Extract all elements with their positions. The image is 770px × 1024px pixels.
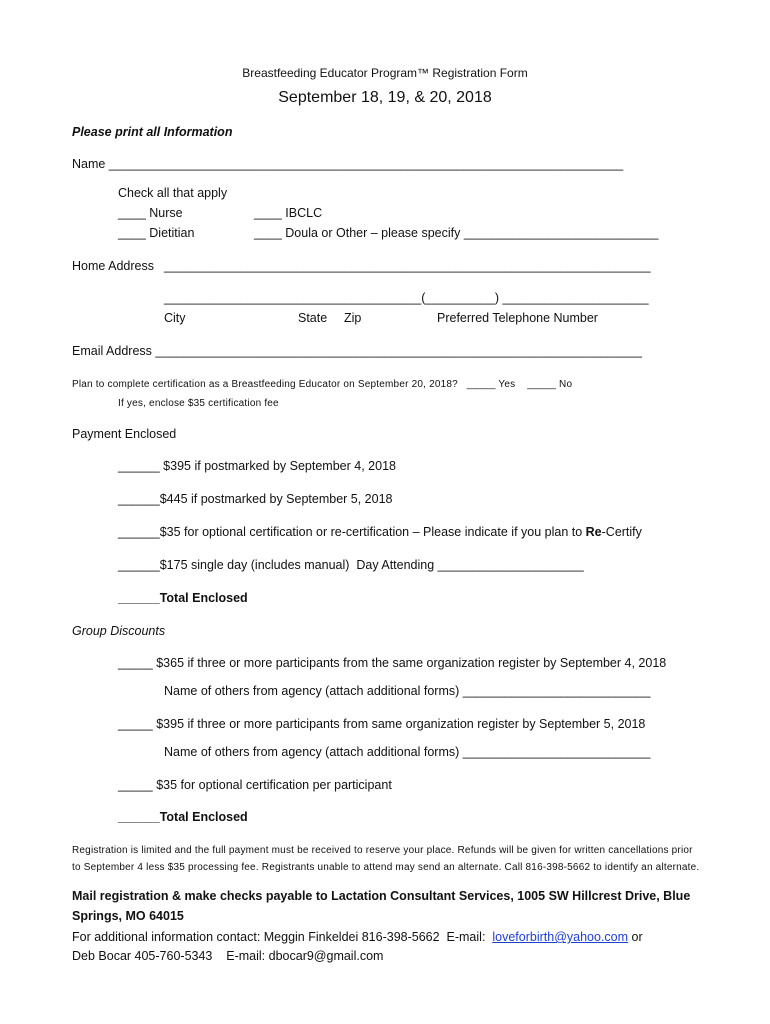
contact-line-1 <box>72 930 643 945</box>
payment-option-395[interactable]: ______ $395 if postmarked by September 4, 2018 <box>118 459 396 473</box>
program-dates: September 18, 19, & 20, 2018 <box>278 89 492 106</box>
contact-line-2: Deb Bocar 405-760-5343 E-mail: dbocar9@gmail.com <box>72 949 384 963</box>
group-discounts-heading: Group Discounts <box>72 624 166 638</box>
group-others-field-2[interactable]: Name of others from agency (attach additional forms) ___________________________ <box>164 745 651 759</box>
registration-note-1: Registration is limited and the full payment must be received to reserve your place. Refunds will be given for written cancellations prior <box>72 845 693 856</box>
certification-option-text: ______$35 for optional certification or re-certification – Please indicate if you plan to <box>118 525 586 539</box>
check-all-heading: Check all that apply <box>118 186 228 200</box>
mail-instructions-2: Springs, MO 64015 <box>72 909 184 923</box>
doula-other-field[interactable]: ____ Doula or Other – please specify ____________________________ <box>254 226 659 240</box>
group-others-field-1[interactable]: Name of others from agency (attach additional forms) ___________________________ <box>164 684 651 698</box>
registration-note-2: to September 4 less $35 processing fee. Registrants unable to attend may send an alternate. Call 816-398-5662 to identify an alternate. <box>72 862 700 873</box>
ibclc-checkbox[interactable]: ____ IBCLC <box>254 206 323 220</box>
recertify-emphasis: Re <box>585 525 602 539</box>
group-option-365[interactable]: _____ $365 if three or more participants from the same organization register by September 4, 2018 <box>118 656 667 670</box>
email-field[interactable]: Email Address ______________________________________________________________________ <box>72 344 643 358</box>
city-state-zip-phone-field[interactable]: _____________________________________(__________) _____________________ <box>164 291 649 305</box>
payment-option-single-day[interactable]: ______$175 single day (includes manual) Day Attending _____________________ <box>118 558 584 572</box>
payment-total-blank: ______ <box>118 591 160 605</box>
home-address-label: Home Address <box>72 259 154 273</box>
certification-question[interactable]: Plan to complete certification as a Breastfeeding Educator on September 20, 2018? _____ Yes _____ No <box>72 379 573 390</box>
payment-total[interactable] <box>118 591 248 606</box>
home-address-field[interactable]: ______________________________________________________________________ <box>164 259 651 273</box>
payment-option-certification[interactable] <box>118 525 642 540</box>
state-label: State <box>298 311 328 325</box>
form-title: Breastfeeding Educator Program™ Registration Form <box>242 66 528 80</box>
group-total-label: Total Enclosed <box>159 810 248 824</box>
name-field[interactable]: Name __________________________________________________________________________ <box>72 157 624 171</box>
group-option-395[interactable]: _____ $395 if three or more participants from same organization register by September 5, 2018 <box>118 717 646 731</box>
payment-option-445[interactable]: ______$445 if postmarked by September 5, 2018 <box>118 492 393 506</box>
nurse-checkbox[interactable]: ____ Nurse <box>118 206 183 220</box>
certification-option-suffix: -Certify <box>601 525 642 539</box>
contact-or: or <box>628 930 643 944</box>
mail-instructions-1: Mail registration & make checks payable to Lactation Consultant Services, 1005 SW Hillcrest Drive, Blue <box>72 889 691 903</box>
group-total[interactable] <box>118 810 248 825</box>
phone-label: Preferred Telephone Number <box>437 311 598 325</box>
payment-total-label: Total Enclosed <box>159 591 248 605</box>
group-option-certification[interactable]: _____ $35 for optional certification per participant <box>118 778 392 792</box>
zip-label: Zip <box>344 311 362 325</box>
contact-email-link[interactable]: loveforbirth@yahoo.com <box>492 930 629 944</box>
print-instruction: Please print all Information <box>72 125 233 139</box>
group-total-blank: ______ <box>118 810 160 824</box>
certification-note: If yes, enclose $35 certification fee <box>118 398 279 409</box>
dietitian-checkbox[interactable]: ____ Dietitian <box>118 226 195 240</box>
city-label: City <box>164 311 186 325</box>
payment-heading: Payment Enclosed <box>72 427 177 441</box>
contact-text: For additional information contact: Meggin Finkeldei 816-398-5662 E-mail: <box>72 930 493 944</box>
